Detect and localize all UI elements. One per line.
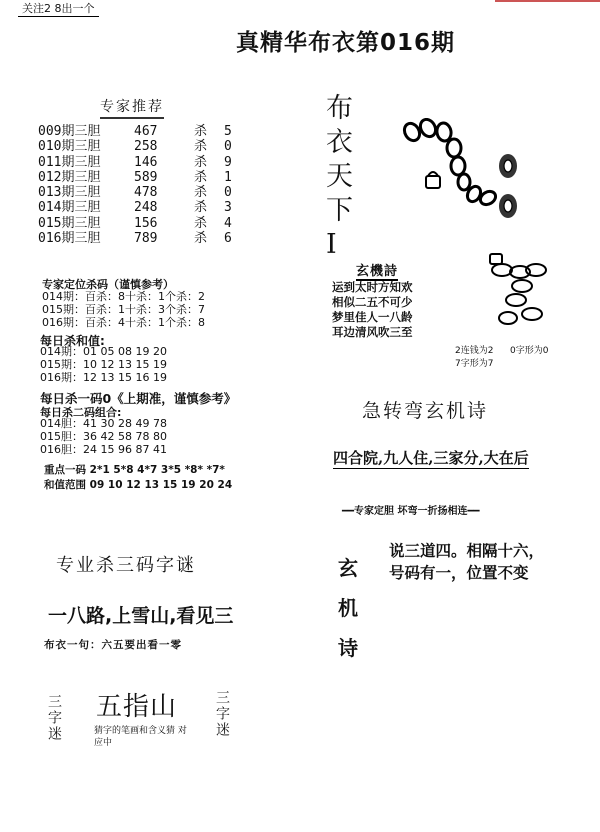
vertical-title-char: 下 <box>326 195 353 226</box>
illustration-coins <box>462 252 562 332</box>
pick-kill-label: 杀 <box>194 215 208 231</box>
mystic-text <box>389 540 544 584</box>
pick-kill-value: 9 <box>224 154 232 170</box>
pick-period: 014期三胆 <box>38 200 101 216</box>
pick-numbers: 258 <box>134 139 158 155</box>
pick-kill-label: 杀 <box>194 231 208 247</box>
corner-note: 关注2 8出一个 <box>18 0 99 17</box>
mystic-vertical-char: 玄 <box>338 556 358 580</box>
daily-sum-title: 每日杀和值: <box>40 334 105 348</box>
position-kill-line: 014期：百杀：8十杀：1个杀：2 <box>42 290 205 303</box>
pick-kill-value: 1 <box>224 169 232 185</box>
riddle-small-text: 猜字的笔画和含义猜 对应中 <box>94 726 187 748</box>
riddle-big-text: 五指山 <box>96 692 178 722</box>
turn-banner: 四合院,九人住,三家分,大在后 <box>333 449 529 467</box>
pick-numbers: 589 <box>134 169 158 185</box>
corner-rule <box>495 0 600 2</box>
pick-period: 013期三胆 <box>38 185 101 201</box>
mystic-vertical-char: 诗 <box>338 636 358 660</box>
pick-kill-label: 杀 <box>194 154 208 170</box>
pick-numbers: 789 <box>134 231 158 247</box>
sum-range-line: 和值范围 09 10 12 13 15 19 20 24 <box>44 479 233 491</box>
meta-note-a: 2连钱为2 <box>455 346 494 356</box>
pick-kill-value: 5 <box>224 124 232 139</box>
daily-sum-line: 014期：01 05 08 19 20 <box>40 345 167 358</box>
position-kill-line: 016期：百杀：4十杀：1个杀：8 <box>42 316 205 329</box>
daily-kill-subtitle: 每日杀二码组合: <box>40 406 122 419</box>
vertical-title-char: 布 <box>326 93 353 124</box>
turn-title: 急转弯玄机诗 <box>362 400 489 422</box>
poem-title: 玄機詩 <box>356 260 398 281</box>
riddle-title: 专业杀三码字谜 <box>56 555 196 576</box>
riddle-tag-right: 三字迷 <box>214 690 230 738</box>
riddle-tag-left: 三字迷 <box>46 694 62 742</box>
meta-note-c: 7字形为7 <box>455 359 494 369</box>
pick-numbers: 467 <box>134 124 158 139</box>
pick-row <box>38 124 248 139</box>
pick-kill-value: 3 <box>224 200 232 216</box>
vertical-title <box>326 92 360 262</box>
pick-kill-label: 杀 <box>194 139 208 155</box>
mystic-vertical-title <box>338 548 364 668</box>
illustration-beads <box>396 118 526 228</box>
pick-row <box>38 200 248 215</box>
pick-kill-value: 0 <box>224 139 232 155</box>
pick-row <box>38 139 248 154</box>
pick-row <box>38 216 248 231</box>
pick-kill-value: 4 <box>224 215 232 231</box>
position-kill-title: 专家定位杀码（谨慎参考） <box>42 278 174 291</box>
daily-kill-title: 每日杀一码0《上期准，谨慎参考》 <box>40 391 237 406</box>
pick-numbers: 156 <box>134 215 158 231</box>
mystic-vertical-char: 机 <box>338 596 358 620</box>
pick-row <box>38 185 248 200</box>
daily-sum-line: 015期：10 12 13 15 19 <box>40 358 167 371</box>
pick-numbers: 248 <box>134 200 158 216</box>
pick-kill-label: 杀 <box>194 169 208 185</box>
meta-note-b: 0字形为0 <box>510 346 549 356</box>
pick-period: 012期三胆 <box>38 169 101 185</box>
daily-kill-line: 015胆：36 42 58 78 80 <box>40 430 167 443</box>
vertical-title-char: I <box>326 229 337 260</box>
pick-row <box>38 231 248 246</box>
pick-kill-label: 杀 <box>194 185 208 201</box>
position-kill-line: 015期：百杀：1十杀：3个杀：7 <box>42 303 205 316</box>
pick-kill-value: 6 <box>224 231 232 247</box>
pick-period: 015期三胆 <box>38 215 101 231</box>
daily-kill-line: 014胆：41 30 28 49 78 <box>40 417 167 430</box>
poem-line: 运到太时方知欢 <box>332 280 413 294</box>
pick-period: 016期三胆 <box>38 231 101 247</box>
pick-period: 011期三胆 <box>38 154 101 170</box>
picks-title: 专家推荐 <box>100 96 164 119</box>
daily-sum-list <box>40 345 167 384</box>
picks-list <box>38 124 248 246</box>
vertical-title-char: 衣 <box>326 127 353 158</box>
riddle-hint: 布衣一句：六五要出看一零 <box>44 639 182 651</box>
pick-numbers: 146 <box>134 154 158 170</box>
poem-line: 相似二五不可少 <box>332 295 413 309</box>
poem-lines <box>332 280 413 340</box>
vertical-title-char: 天 <box>326 161 353 192</box>
mystic-line: 说三道四。相隔十六， <box>389 542 545 560</box>
riddle-text: 一八路,上雪山,看见三 <box>48 605 234 627</box>
expert-line: ━━专家定胆 坏弯一折扬相连━━ <box>342 506 480 517</box>
pick-row <box>38 170 248 185</box>
position-kill-list <box>42 290 205 329</box>
pick-period: 010期三胆 <box>38 139 101 155</box>
focus-number-line: 重点一码 2*1 5*8 4*7 3*5 *8* *7* <box>44 464 225 476</box>
pick-period: 009期三胆 <box>38 124 101 139</box>
daily-kill-list <box>40 417 167 456</box>
page-title: 真精华布衣第016期 <box>236 30 456 56</box>
pick-kill-value: 0 <box>224 185 232 201</box>
poem-line: 耳边清风吹三至 <box>332 325 413 339</box>
pick-numbers: 478 <box>134 185 158 201</box>
mystic-line: 号码有一，位置不变 <box>389 564 529 582</box>
daily-sum-line: 016期：12 13 15 16 19 <box>40 371 167 384</box>
pick-kill-label: 杀 <box>194 124 208 139</box>
pick-kill-label: 杀 <box>194 200 208 216</box>
daily-kill-line: 016胆：24 15 96 87 41 <box>40 443 167 456</box>
poem-line: 梦里佳人一八龄 <box>332 310 413 324</box>
pick-row <box>38 155 248 170</box>
